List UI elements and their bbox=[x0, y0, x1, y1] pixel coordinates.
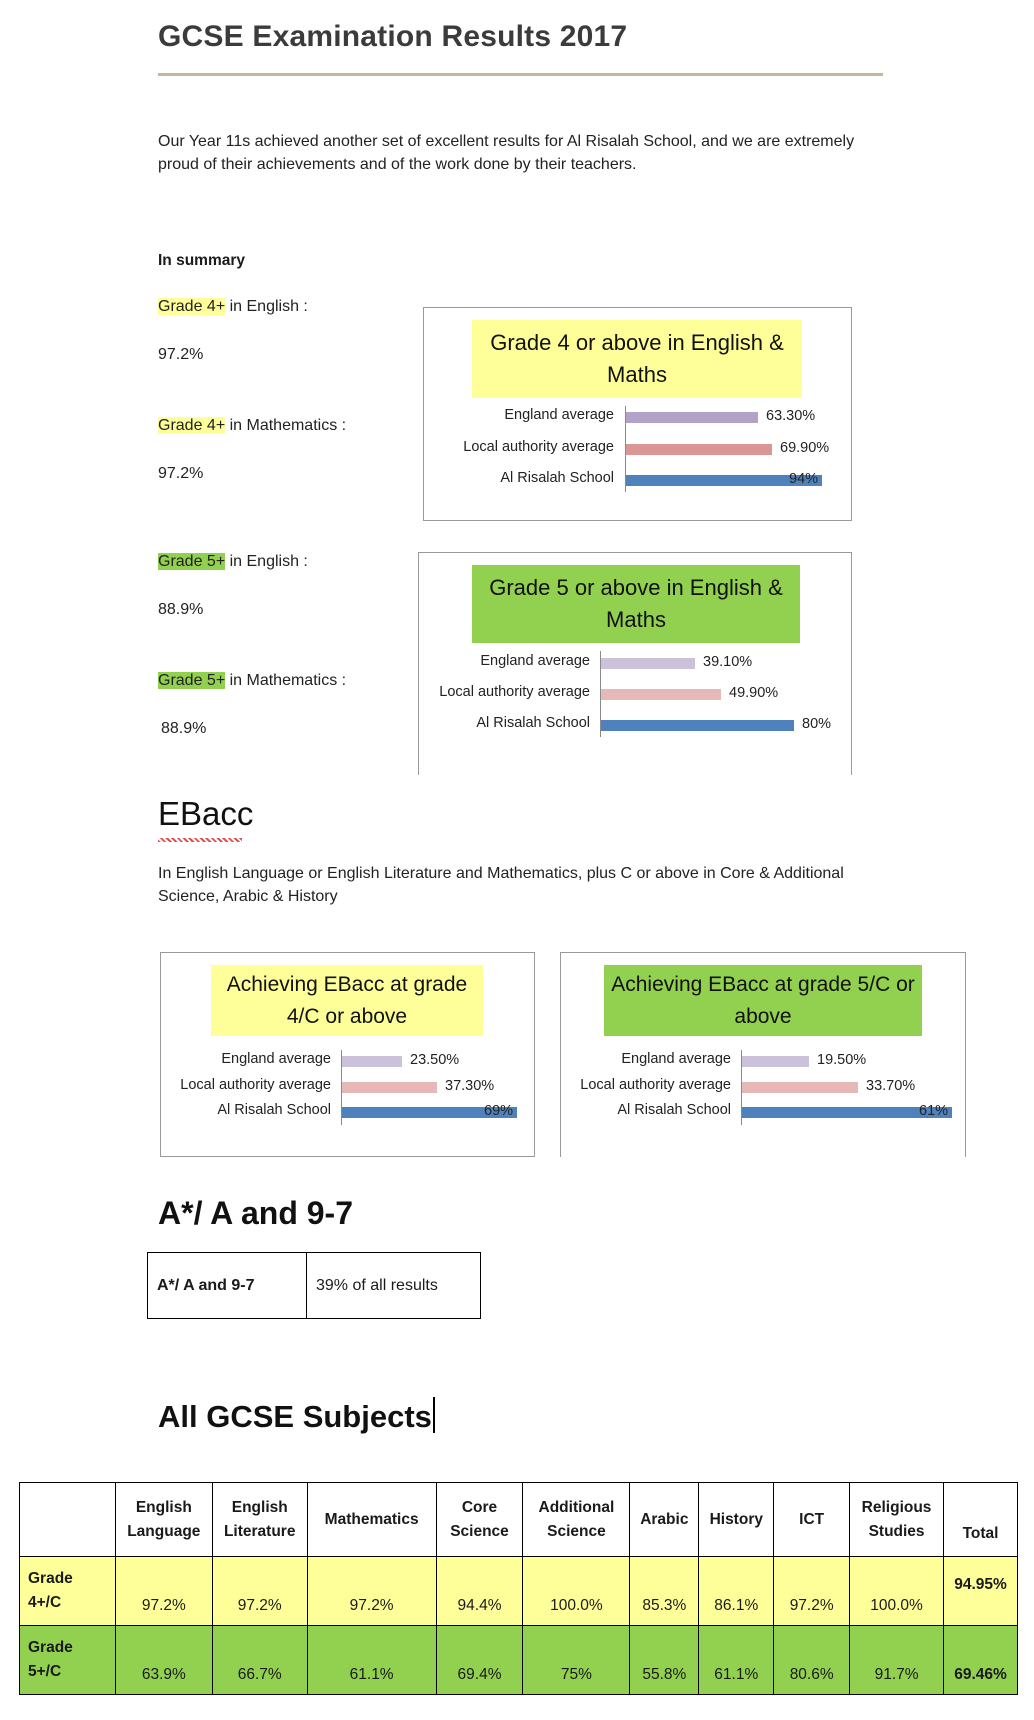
table-cell: 69.4% bbox=[436, 1626, 523, 1695]
bar-value-label: 19.50% bbox=[817, 1052, 867, 1068]
table-cell: 61.1% bbox=[307, 1626, 436, 1695]
summary-item-value: 97.2% bbox=[158, 346, 204, 363]
table-cell: 94.4% bbox=[436, 1557, 523, 1626]
subjects-heading: All GCSE Subjects bbox=[158, 1397, 435, 1435]
summary-item-value: 88.9% bbox=[158, 601, 204, 618]
table-cell: 97.2% bbox=[307, 1557, 436, 1626]
summary-heading: In summary bbox=[158, 252, 246, 269]
table-cell: 55.8% bbox=[630, 1626, 699, 1695]
chart-grade4-english-maths bbox=[423, 307, 852, 521]
bar-local-authority-average bbox=[626, 444, 772, 455]
table-cell: 75% bbox=[523, 1626, 630, 1695]
chart-ebacc-grade4 bbox=[160, 952, 535, 1157]
astar-table bbox=[147, 1252, 481, 1319]
column-header: English Language bbox=[115, 1483, 212, 1557]
chart-grade5-english-maths bbox=[418, 552, 852, 775]
bar-value-label: 37.30% bbox=[445, 1078, 495, 1094]
bar-value-label: 39.10% bbox=[703, 654, 753, 670]
bar-local-authority-average bbox=[342, 1082, 437, 1093]
summary-item-value: 97.2% bbox=[158, 465, 204, 482]
subjects-table bbox=[19, 1482, 1018, 1695]
column-header: Total bbox=[944, 1483, 1018, 1557]
astar-heading: A*/ A and 9-7 bbox=[158, 1195, 353, 1231]
table-cell: A*/ A and 9-7 bbox=[148, 1253, 307, 1319]
bar-category-label: England average bbox=[621, 1051, 731, 1067]
table-cell: 80.6% bbox=[774, 1626, 850, 1695]
table-header-row bbox=[20, 1483, 1018, 1557]
column-header: Additional Science bbox=[523, 1483, 630, 1557]
table-cell: 100.0% bbox=[523, 1557, 630, 1626]
row-header: Grade 5+/C bbox=[20, 1626, 116, 1695]
row-header: Grade 4+/C bbox=[20, 1557, 116, 1626]
table-cell: 97.2% bbox=[774, 1557, 850, 1626]
table-cell: 97.2% bbox=[212, 1557, 307, 1626]
ebacc-description: In English Language or English Literature and Mathematics, plus C or above in Core & Additional Science, Arabic & History bbox=[158, 865, 844, 905]
column-header: Religious Studies bbox=[850, 1483, 944, 1557]
bar-england-average bbox=[342, 1056, 402, 1067]
bar-local-authority-average bbox=[742, 1082, 858, 1093]
table-cell: 85.3% bbox=[630, 1557, 699, 1626]
page-title: GCSE Examination Results 2017 bbox=[158, 20, 628, 53]
bar-category-label: England average bbox=[504, 407, 614, 423]
summary-item-label: Grade 4+ in Mathematics : bbox=[158, 417, 347, 434]
bar-category-label: Al Risalah School bbox=[217, 1102, 331, 1118]
chart-title: Achieving EBacc at grade 4/C or above bbox=[211, 965, 483, 1036]
bar-category-label: Local authority average bbox=[580, 1077, 731, 1093]
grade-highlight: Grade 5+ bbox=[158, 672, 226, 689]
summary-item-value: 88.9% bbox=[161, 720, 207, 737]
column-header: History bbox=[699, 1483, 774, 1557]
title-rule bbox=[158, 73, 883, 76]
grade-highlight: Grade 4+ bbox=[158, 298, 226, 315]
table-row bbox=[148, 1253, 481, 1319]
bar-value-label: 94% bbox=[789, 471, 819, 487]
chart-title: Grade 5 or above in English & Maths bbox=[472, 565, 800, 643]
intro-paragraph: Our Year 11s achieved another set of excellent results for Al Risalah School, and we are extremely proud of their achievements and of the work done by their teachers. bbox=[158, 133, 855, 173]
column-header: Arabic bbox=[630, 1483, 699, 1557]
total-cell: 94.95% bbox=[944, 1557, 1018, 1626]
ebacc-heading: EBacc bbox=[158, 795, 254, 832]
bar-england-average bbox=[601, 658, 695, 669]
bar-category-label: England average bbox=[221, 1051, 331, 1067]
column-header bbox=[20, 1483, 116, 1557]
table-cell: 86.1% bbox=[699, 1557, 774, 1626]
summary-item-label: Grade 4+ in English : bbox=[158, 298, 308, 315]
column-header: ICT bbox=[774, 1483, 850, 1557]
chart-ebacc-grade5 bbox=[560, 952, 966, 1157]
table-cell: 100.0% bbox=[850, 1557, 944, 1626]
bar-al-risalah-school bbox=[601, 720, 794, 731]
column-header: Mathematics bbox=[307, 1483, 436, 1557]
table-cell: 66.7% bbox=[212, 1626, 307, 1695]
summary-item-label: Grade 5+ in Mathematics : bbox=[158, 672, 347, 689]
table-cell: 63.9% bbox=[115, 1626, 212, 1695]
bar-value-label: 69% bbox=[484, 1103, 514, 1119]
column-header: Core Science bbox=[436, 1483, 523, 1557]
chart-title: Achieving EBacc at grade 5/C or above bbox=[604, 965, 922, 1036]
total-cell: 69.46% bbox=[944, 1626, 1018, 1695]
table-cell: 61.1% bbox=[699, 1626, 774, 1695]
bar-category-label: Local authority average bbox=[439, 684, 590, 700]
table-cell: 97.2% bbox=[115, 1557, 212, 1626]
chart-title: Grade 4 or above in English & Maths bbox=[472, 320, 802, 398]
bar-category-label: Local authority average bbox=[463, 439, 614, 455]
spellcheck-underline bbox=[158, 838, 242, 842]
bar-value-label: 61% bbox=[919, 1103, 949, 1119]
bar-england-average bbox=[626, 412, 758, 423]
bar-value-label: 49.90% bbox=[729, 685, 779, 701]
bar-value-label: 33.70% bbox=[866, 1078, 916, 1094]
bar-category-label: Al Risalah School bbox=[617, 1102, 731, 1118]
table-row bbox=[20, 1557, 1018, 1626]
bar-value-label: 69.90% bbox=[780, 440, 830, 456]
bar-category-label: Al Risalah School bbox=[476, 715, 590, 731]
table-cell: 91.7% bbox=[850, 1626, 944, 1695]
table-cell: 39% of all results bbox=[307, 1253, 481, 1319]
bar-category-label: England average bbox=[480, 653, 590, 669]
bar-local-authority-average bbox=[601, 689, 721, 700]
text-cursor bbox=[433, 1397, 435, 1433]
bar-value-label: 23.50% bbox=[410, 1052, 460, 1068]
bar-england-average bbox=[742, 1056, 809, 1067]
bar-value-label: 80% bbox=[802, 716, 832, 732]
bar-value-label: 63.30% bbox=[766, 408, 816, 424]
summary-item-label: Grade 5+ in English : bbox=[158, 553, 308, 570]
grade-highlight: Grade 4+ bbox=[158, 417, 226, 434]
table-row bbox=[20, 1626, 1018, 1695]
bar-category-label: Local authority average bbox=[180, 1077, 331, 1093]
column-header: English Literature bbox=[212, 1483, 307, 1557]
grade-highlight: Grade 5+ bbox=[158, 553, 226, 570]
bar-category-label: Al Risalah School bbox=[500, 470, 614, 486]
